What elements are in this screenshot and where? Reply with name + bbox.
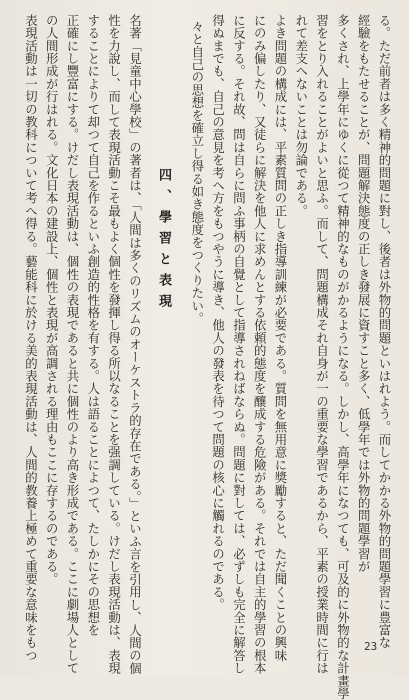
text-column: 多くされ、上學年にゆくに從つて精神的なものがかるようになる。しかし、高學年になつても、可及的に外物的な計畫學 — [335, 14, 351, 700]
text-column: 々と自己の思想を確立し得る如き態度をつくりたい。 — [189, 20, 205, 325]
text-column: 性を力說し、而して表現活動こそ最もよく個性を發揮し得る所以なることを强調している。けだし表現活動は、表現 — [106, 14, 122, 675]
text-column: の人間形成が行はれる。文化日本の建設上、個性と表現が高調される理由もここに存するのである。 — [44, 14, 60, 586]
text-column: することによりて却つて自己を作るといふ創造的性格を有する。人は語ることによつて、たしかにその思想を — [85, 14, 101, 637]
text-column: 得ぬまでも、自己の意見を考へ方をもつやうに導き、他人の發表を待つて問題の核心に觸れるのである。 — [210, 14, 226, 611]
text-column: 正確にし豐富にする。けだし表現活動は、個性の表現であると共に個性のより高き形成である。ここに劇場人として — [65, 14, 80, 675]
text-column: 習をとり入れることがよいと思ふ。而して、問題構成それ自身が一の重要な學習であるから、平素の授業時間に行は — [314, 14, 330, 675]
text-column: 表現活動は一切の教科について考へ得る。藝能科に於ける美的表現活動は、人間的教養上極めて重要な意味をもつ — [23, 14, 39, 662]
page-number: 23 — [364, 640, 378, 653]
text-column: 名著「見童中心學校」の著者は、「人間は多くのリズムのオーケストラ的存在である。」といふ言を引用し、人間の個 — [127, 14, 143, 675]
text-column: る。ただ前者は多く精神的問題に對し、後者は外物的問題といはれよう。而してかかる外物的問題學習に豊富な — [377, 14, 392, 649]
text-column: よき問題の構成には、平素質問の正しき指導訓練が必要である。質問を無用意に獎勵すると、ただ聞くことの興味 — [273, 14, 288, 662]
text-column: に反する。それ故、問は自らに問ふ事柄の自覺として指導されねばならぬ。問題に對しては、必ずしも完全に解答し — [231, 14, 247, 675]
text-column: にのみ偏したり、又徒らに解決を他人に求めんとする依頼的態度を釀成する危險がある。それでは自主的學習の根本 — [252, 14, 268, 675]
section-heading: 四、學習と表現 — [156, 168, 171, 315]
text-column: 經驗をもたせることが、問題解決態度の正しき發展に資すこと多く、低學年では外物的問題學習が — [356, 14, 372, 573]
text-column: れて差支へないことは勿論である。 — [293, 14, 309, 218]
